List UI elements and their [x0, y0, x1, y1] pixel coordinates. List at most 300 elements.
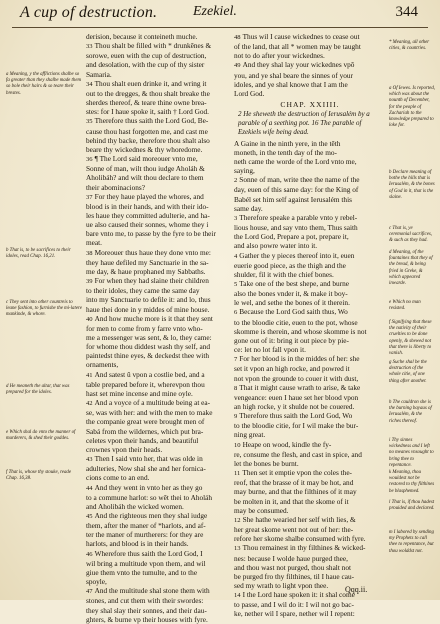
text-line [86, 511, 252, 521]
verse-text: me day, & haue prophaned my Sabbaths. [86, 266, 206, 276]
text-line [234, 195, 386, 204]
verse-text: same day. [234, 203, 263, 213]
verse-text: That it might cause wrath to arise, & take [239, 382, 361, 392]
verse-text: table prepared before it, wherevpon thou [86, 379, 205, 389]
verse-number: 47 [86, 588, 93, 596]
verse-text: refore her skome shalbe consumed with fyre. [234, 534, 366, 544]
verse-number: 48 [234, 34, 241, 41]
verse-text: And a voyce of a multitude being at ea- [94, 398, 211, 408]
text-line [234, 421, 386, 430]
verse-text: and thou wast not purged, thou shalt not [234, 562, 352, 572]
verse-number: 36 [86, 156, 93, 164]
text-line [234, 318, 386, 327]
verse-text: skomme is therein, and whose skomme is not [234, 326, 367, 336]
margin-note: l That is, if thou hadest prouided and declared. [389, 500, 435, 512]
verse-text: les haue they committed adulterie, and ha- [86, 210, 210, 220]
text-line [234, 51, 386, 60]
verse-text: celetes vpon their hands, and beautiful [86, 435, 199, 445]
text-line [86, 389, 252, 398]
verse-text: For her blood is in the middes of her: she [239, 354, 360, 364]
verse-text: blood is in their hands, and with their ido- [86, 201, 209, 211]
book-title: Ezekiel. [193, 4, 237, 19]
margin-note: b Declare meaning of bothe the hills that is Ierusalém, & the bones of God in it, that is the slaine. [389, 170, 435, 200]
text-line [86, 324, 252, 333]
verse-text: to a commune harlot: so wēt thei to Aholáh [86, 492, 213, 502]
margin-note: i Thy sinnes wickedness and I left no meanes vnsought to bring thee to repentance. [389, 438, 434, 468]
verse-number: 3 [234, 214, 238, 222]
verse-number: 46 [86, 550, 93, 558]
verse-text: bare vnto me, to passe by the fyre to be their [86, 229, 216, 239]
verse-text: ue also caused their sonnes, whome they i [86, 220, 209, 230]
verse-text: and Aholibáh the wicked women. [86, 501, 184, 511]
verse-text: me a messenger was sent, & lo, they came: [86, 333, 212, 342]
verse-text: sherdes thereof, & teare thine owne brea- [86, 98, 207, 108]
text-line [86, 483, 252, 493]
chapter-24-text [234, 139, 386, 619]
verse-number: 12 [234, 516, 241, 524]
verse-text: cions come to an end. [86, 473, 150, 483]
text-line [234, 157, 386, 166]
verse-number: 33 [86, 43, 93, 51]
verse-text: And they went in vnto her as they go [94, 482, 203, 492]
verse-text: let the bones be burnt. [234, 458, 299, 468]
verse-text: for men to come from y farre vnto who- [86, 323, 203, 333]
text-line [234, 600, 386, 609]
verse-text: ter the maner of murtherers: for they are [86, 530, 204, 540]
verse-text: haue thei done in y middes of mine house. [86, 304, 210, 314]
verse-number: 45 [86, 512, 93, 520]
text-line [234, 175, 386, 185]
text-line [86, 220, 252, 229]
text-line [234, 60, 386, 70]
text-line [234, 383, 386, 393]
verse-text: sorowe, euen with the cup of destruction, [86, 51, 207, 61]
text-line [86, 342, 252, 351]
text-line [86, 79, 252, 89]
verse-text: Babél set him self against Ierusalém this [234, 194, 352, 204]
margin-note: g Suche shal be the destruction of the whole citie, of one thing after another. [389, 360, 427, 384]
text-line [86, 32, 252, 41]
text-line [86, 427, 252, 436]
text-line [86, 408, 252, 417]
text-line [234, 506, 386, 515]
text-line [86, 606, 252, 615]
text-line [86, 493, 252, 502]
text-line [234, 487, 386, 496]
text-line [86, 107, 252, 116]
text-line [86, 98, 252, 107]
verse-text: to passe, and I wil do it: I wil not go bac- [234, 600, 354, 610]
verse-text: idoles, and ye shal knowe that I am the [234, 79, 348, 89]
verse-number: 39 [86, 278, 93, 286]
text-line [234, 32, 386, 42]
verse-text: also the bones vnder it, & make it boy- [234, 289, 348, 299]
verse-text: be purged fro thy filthines, til I haue cau- [234, 571, 355, 581]
verse-text: ning great. [234, 430, 266, 440]
verse-text: Because the Lord God saith thus, Wo [239, 307, 348, 317]
verse-text: Sonne of man, wilt thou iudge Aholáh & [86, 164, 205, 174]
verse-text: Therefore thus saith the Lord God, Wo [239, 411, 353, 421]
verse-text: Sonne of man, write thee the name of the [239, 175, 360, 185]
text-line [86, 211, 252, 220]
margin-note: k Meaning, thou wouldest not be restored to thy filthines be blasphemed. [389, 470, 435, 494]
verse-text: hast set mine incense and mine oyle. [86, 388, 193, 398]
margin-note: * Meaning, all other cities, & countries. [389, 40, 430, 52]
text-line [234, 374, 386, 383]
verse-number: 10 [234, 441, 241, 449]
verse-text: Aholibáh? and wilt thou declare to them [86, 173, 204, 183]
verse-text: nes: because I wolde haue purged thee, [234, 553, 348, 563]
text-line [86, 502, 252, 511]
verse-text: wil bring a multitude vpon them, and wil [86, 558, 206, 568]
right-text-column [234, 32, 386, 619]
text-line [234, 89, 386, 98]
text-line [86, 568, 252, 577]
verse-text: And they shal lay your wickednes vpō [242, 60, 355, 70]
verse-text: out to the dregges, & thou shalt breake the [86, 88, 210, 98]
verse-text: Therefore speake a parable vnto y rebel- [239, 212, 358, 222]
verse-text: For they haue played the whores, and [94, 191, 204, 201]
margin-note: d Meaning, of the fountaines that they of the bread, & being fried in Greke, & which appeared inwarde. [389, 250, 433, 287]
verse-text: spoyle, [86, 577, 107, 587]
text-line [86, 202, 252, 211]
verse-text: the Lord God, Prepare a pot, prepare it, [234, 232, 349, 242]
verses-48-49 [234, 32, 386, 98]
text-line [86, 276, 252, 286]
text-line [86, 304, 252, 317]
text-line [86, 436, 252, 445]
verse-text: sed my wrath to light vpon thee. [234, 580, 329, 590]
verse-text: I the Lord haue spoken it: it shal come [242, 590, 355, 600]
verse-text: ce: let no lot fall vpon it. [234, 345, 306, 355]
text-line [86, 586, 252, 596]
text-line [86, 539, 252, 548]
verse-text: they shal slay their sonnes, and their dau- [86, 605, 207, 615]
verse-number: 43 [86, 456, 93, 464]
text-line [234, 307, 386, 317]
text-line [234, 80, 386, 89]
margin-note: a Of Iewes. Is reported, which was about the nounth of December, for the people of Zachariah to the knowledge prepared to loke for. [389, 86, 435, 129]
margin-note: h The cauldron she is the burning bayaus of Ierusalém, & the riches thereof. [389, 400, 432, 424]
verse-number: 7 [234, 356, 238, 364]
verse-text: Take one of the best shepe, and burne [239, 278, 350, 288]
margin-note: c That is, ye ceremonial sacrifices, & such as they had. [389, 226, 433, 244]
text-line [86, 154, 252, 164]
verse-text: to their idoles, they came the same day [86, 286, 200, 296]
text-line [234, 251, 386, 261]
text-line [234, 354, 386, 364]
verse-text: moneth, in the tenth day of the mo- [234, 147, 337, 157]
verse-text: Wherefore thus saith the Lord God, I [94, 548, 203, 558]
verse-text: She hathe wearied her self with lies, & [242, 514, 356, 524]
text-line [234, 289, 386, 298]
text-line [86, 596, 252, 605]
text-line [234, 543, 386, 553]
verse-number: 9 [234, 413, 238, 421]
verse-text: Sabá from the wildernes, which put bra- [86, 426, 204, 436]
verse-text: And the multitude shal stone them with [94, 586, 210, 596]
margin-note: f Signifying that these the nativity of their cruelties to be done openly, & shewed not that there is liberty to vanish. [389, 320, 432, 357]
text-line [86, 380, 252, 389]
verse-text: Thou remainest in thy filthines & wicked- [242, 543, 366, 553]
text-line [234, 364, 386, 373]
text-line [234, 204, 386, 213]
verse-text: A Gaine in the ninth yere, in the tēth [234, 138, 341, 148]
text-line [86, 521, 252, 530]
text-line [234, 336, 386, 345]
verse-text: giue them vnto the tumulte, and to the [86, 567, 198, 577]
verse-text: Heape on wood, kindle the fy- [242, 439, 332, 449]
text-line [86, 164, 252, 173]
verse-text: Samaria. [86, 69, 112, 79]
text-line [234, 232, 386, 241]
verse-text: her great skome went not out of her: the- [234, 525, 354, 535]
text-line [86, 473, 252, 482]
verse-text: to the bloodie citie, for I wil make the bur- [234, 421, 359, 431]
text-line [234, 515, 386, 525]
verse-number: 13 [234, 545, 241, 553]
verse-text: and also powre water into it. [234, 241, 318, 251]
text-line [86, 360, 252, 369]
text-line [86, 615, 252, 624]
text-line [86, 295, 252, 304]
text-line [86, 248, 252, 258]
text-line [86, 229, 252, 238]
verse-text: ke, nether wil I spare, nether wil I repent: [234, 609, 355, 619]
text-line [86, 70, 252, 79]
left-text-column [86, 32, 252, 624]
text-line [86, 41, 252, 51]
verse-text: adulteries, Now shal she and her fornica- [86, 464, 206, 474]
verse-text: set it vpon an high rocke, and powred it [234, 364, 350, 374]
text-line [234, 534, 386, 543]
text-line [86, 60, 252, 69]
verse-text: For when they had slaine their children [94, 276, 209, 286]
text-line [86, 549, 252, 559]
text-line [234, 42, 386, 51]
margin-note: e Which no man resisted. [389, 300, 421, 312]
verse-text: they haue defiled my Sanctuarie in the sa- [86, 257, 209, 267]
verse-text: Thus wil I cause wickednes to cease out [242, 32, 360, 41]
verse-number: 6 [234, 309, 238, 317]
text-line [234, 525, 386, 534]
verse-number: 37 [86, 193, 93, 201]
text-line [86, 314, 252, 324]
text-line [234, 270, 386, 279]
text-line [86, 398, 252, 408]
text-line [86, 51, 252, 60]
text-line [234, 393, 386, 402]
verse-text: stones, and cut them with their swordes: [86, 596, 204, 606]
verse-number: 4 [234, 252, 238, 260]
margin-note: c They sent into other countreis to leane fashion, to furnishe the mi-latere mankinde, & whore. [6, 300, 82, 318]
verse-text: not to do after your wickednes. [234, 51, 325, 61]
page-number: 344 [395, 4, 418, 20]
text-line [86, 192, 252, 202]
verse-text: to the bloodie citie, euen to the pot, whose [234, 317, 358, 327]
text-line [234, 327, 386, 336]
verse-text: for whome thou diddest wash thy self, and [86, 342, 211, 352]
text-line [86, 464, 252, 473]
verse-text: into my Sanctuarie to defile it: and lo, thus [86, 295, 211, 305]
text-line [234, 411, 386, 421]
verse-number: 34 [86, 80, 93, 88]
verse-text: day, euen of this same day: for the King of [234, 185, 359, 195]
verse-text: behind thy backe, therefore thou shalt also [86, 135, 210, 145]
text-line [86, 258, 252, 267]
text-line [234, 450, 386, 459]
text-line [234, 185, 386, 194]
verse-text: Then I said vnto her, that was olde in [94, 454, 203, 464]
text-line [234, 166, 386, 175]
verse-text: reof, that the brasse of it may be hot, and [234, 478, 354, 488]
text-line [234, 440, 386, 450]
verse-number: 2 [234, 177, 238, 185]
verse-text: meat. [86, 238, 103, 248]
text-line [86, 445, 252, 454]
chapter-summary: 2 He sheweth the destruction of Ierusalém by a parable of a seething pot. 16 The parable of Ezekiels wife being dead. [238, 110, 370, 136]
verse-number: 49 [234, 62, 241, 70]
signature-mark: Qqq.ii. [345, 585, 368, 594]
margin-note: a Meaning, y the afflictions shalbe so fa greater than they shalbe made them so bole their hairs & so teare their brestes. [6, 72, 82, 96]
text-line [86, 127, 252, 136]
text-line [234, 609, 386, 618]
verse-text: you, and ye shal beare the sinnes of your [234, 70, 353, 80]
text-line [234, 148, 386, 157]
text-line [234, 241, 386, 250]
verse-text: euerie good piece, as the thigh and the [234, 260, 346, 270]
verse-text: stes: for I haue spoke it, saith † Lord God. [86, 107, 210, 117]
text-line [86, 183, 252, 192]
text-line [86, 417, 252, 426]
verse-text: cause thou hast forgotten me, and cast me [86, 126, 208, 136]
verse-number: 41 [86, 371, 93, 379]
verse-text: And satest ŭ vpon a costlie bed, and a [94, 369, 205, 379]
verse-text: Gather the y pieces thereof into it, euen [239, 250, 355, 260]
text-line [234, 459, 386, 468]
text-line [86, 136, 252, 145]
text-line [234, 223, 386, 232]
verse-number: 11 [234, 470, 241, 478]
verse-text: vengeance: euen I haue set her blood vpon [234, 392, 359, 402]
verse-text: Then set it emptie vpon the coles the- [242, 468, 352, 478]
verse-text: gone out of it: bring it out piece by pie- [234, 335, 349, 345]
text-line [234, 468, 386, 478]
verse-text: ¶ The Lord said moreouer vnto me, [94, 154, 198, 164]
text-line [86, 238, 252, 247]
text-line [86, 370, 252, 380]
verse-text: shulder, fil it with the chief bones. [234, 269, 334, 279]
text-line [86, 454, 252, 464]
verse-text: lious house, and say vnto them, Thus saith [234, 223, 358, 233]
header-rule [12, 27, 428, 28]
text-line [86, 89, 252, 98]
verse-text: of the land, that all * women may be taught [234, 42, 361, 52]
verse-text: and desolation, with the cup of thy sister [86, 60, 205, 70]
text-line [86, 559, 252, 568]
verse-text: crownes vpon their heads. [86, 444, 163, 454]
text-line [234, 213, 386, 223]
verse-text: may be consumed. [234, 505, 289, 515]
text-line [234, 345, 386, 354]
verse-text: derision, because it conteineth muche. [86, 32, 198, 41]
verse-text: re, consume the flesh, and cast in spice, and [234, 449, 362, 459]
verse-text: Moreouer thus haue they done vnto me: [94, 247, 211, 257]
margin-note: m I labored by sending my Prophets to call thee to repentance, but thou wolddst not. [389, 530, 434, 554]
text-line [234, 478, 386, 487]
text-line [234, 261, 386, 270]
text-line [234, 563, 386, 572]
chapter-heading: CHAP. XXIIII. [280, 100, 340, 110]
verse-text: And the righteous men they shal iudge [94, 510, 208, 520]
verse-number: 40 [86, 315, 93, 323]
margin-note: e Which shal do vnto the manner of murderers, & shed their goddes. [6, 430, 76, 442]
text-line [234, 139, 386, 148]
verse-number: 8 [234, 384, 238, 392]
margin-note: b That is, to be sacrifices to their idoles, read Chap. 16,21. [6, 248, 71, 260]
verse-text: saying, [234, 166, 255, 176]
verse-text: not vpon the grounde to couer it with dust, [234, 373, 359, 383]
text-line [86, 267, 252, 276]
verse-text: le wel, and sethe the bones of it therein. [234, 298, 350, 308]
verse-text: ghters, & burne vp their houses with fyre. [86, 614, 208, 624]
text-line [86, 333, 252, 342]
verse-text: ornaments, [86, 360, 119, 370]
text-line [86, 145, 252, 154]
verse-text: their abominacions? [86, 182, 145, 192]
verse-text: Lord God. [234, 88, 265, 98]
text-line [86, 286, 252, 295]
verse-text: harlots, and blood is in their hands. [86, 539, 189, 549]
verse-text: And how muche more is it that they sent [94, 313, 213, 323]
text-line [234, 279, 386, 289]
margin-note: f That is, whose thy stouke, reade Chap. 16,38. [6, 470, 72, 482]
verse-text: paintedst thine eyes, & deckedst thee with [86, 351, 209, 361]
text-line [234, 430, 386, 439]
verse-text: them, after the maner of *harlots, and af- [86, 521, 206, 531]
text-line [234, 554, 386, 563]
verse-text: beare thy wickednes & thy whoredome. [86, 144, 203, 154]
text-line [86, 116, 252, 126]
text-line [234, 572, 386, 581]
text-line [234, 402, 386, 411]
text-line [234, 497, 386, 506]
text-line [86, 530, 252, 539]
margin-note: d He meaneth the altar, that was prepared for the idoles. [6, 384, 70, 396]
text-line [234, 298, 386, 307]
text-line [234, 71, 386, 80]
verse-number: 38 [86, 249, 93, 257]
verse-text: Therefore thus saith the Lord God, Be- [94, 116, 209, 126]
verse-number: 14 [234, 592, 241, 600]
verse-number: 5 [234, 280, 238, 288]
verse-number: 35 [86, 118, 93, 126]
verse-text: Thou shalt be filled with * drunkēnes & [94, 41, 212, 51]
verse-text: Thou shalt euen drinke it, and wring it [94, 78, 207, 88]
text-line [86, 577, 252, 586]
running-title: A cup of destruction. [20, 4, 158, 21]
verse-text: neth came the worde of the Lord vnto me, [234, 156, 357, 166]
verse-text: may burne, and that the filthines of it may [234, 487, 357, 497]
text-line [86, 351, 252, 360]
text-line [86, 173, 252, 185]
verse-text: be molten in it, and that the skome of it [234, 496, 349, 506]
verse-text: an high rocke, y it shulde not be couered. [234, 402, 355, 412]
verse-number: 44 [86, 484, 93, 492]
verse-text: se, was with her: and with the men to make [86, 408, 213, 418]
verse-number: 42 [86, 400, 93, 408]
verse-text: the companie great were brought men of [86, 417, 205, 427]
